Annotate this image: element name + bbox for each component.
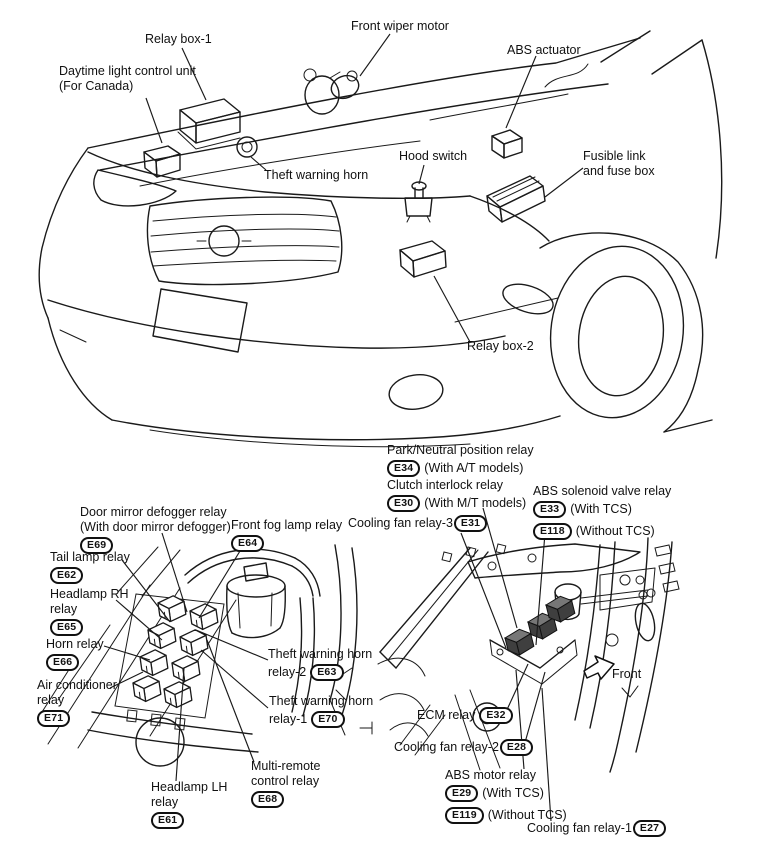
label-text: Theft warning horn — [264, 168, 369, 182]
label-front-wiper-motor — [351, 19, 449, 34]
connector-badge: E63 — [310, 664, 343, 681]
connector-badge: E29 — [445, 785, 478, 802]
label-abs-solenoid-valve-relay — [533, 484, 671, 540]
label-text: (Without TCS) — [575, 523, 655, 538]
label-text: ABS solenoid valve relay — [533, 484, 672, 498]
label-text: (With M/T models) — [424, 495, 527, 510]
connector-badge: E70 — [311, 711, 344, 728]
label-tail-lamp-relay — [50, 550, 130, 584]
label-fusible-link-fuse-box — [583, 149, 655, 179]
label-text: Headlamp LH — [151, 780, 228, 794]
label-text: Door mirror defogger relay — [80, 505, 227, 519]
label-front-direction — [612, 667, 641, 682]
connector-badge: E34 — [387, 460, 420, 477]
label-multi-remote-control-relay — [251, 759, 320, 808]
label-cooling-fan-relay-3 — [348, 515, 487, 532]
label-text: relay — [50, 601, 78, 616]
label-text: (With TCS) — [482, 785, 544, 800]
label-headlamp-lh-relay — [151, 780, 227, 829]
label-text: (With A/T models) — [424, 460, 524, 475]
front-direction-arrow-icon — [584, 656, 614, 679]
label-text: (For Canada) — [59, 78, 134, 93]
label-text: (Without TCS) — [487, 807, 567, 822]
label-relay-box-1 — [145, 32, 212, 47]
label-text: Cooling fan relay-3 — [348, 516, 453, 531]
label-text: Fusible link — [583, 149, 646, 163]
label-text: control relay — [251, 773, 320, 788]
label-daytime-light-control-unit — [59, 64, 196, 94]
label-text: Relay box-1 — [145, 32, 212, 46]
connector-badge: E62 — [50, 567, 83, 584]
connector-badge: E65 — [50, 619, 83, 636]
label-text: Cooling fan relay-2 — [394, 740, 499, 755]
label-text: (With door mirror defogger) — [80, 519, 231, 534]
label-hood-switch — [399, 149, 467, 164]
label-door-mirror-defogger-relay — [80, 505, 231, 554]
connector-badge: E28 — [500, 739, 533, 756]
label-text: ECM relay — [417, 708, 476, 723]
label-text: relay-2 — [268, 664, 307, 679]
connector-badge: E119 — [445, 807, 484, 824]
label-text: relay — [151, 794, 179, 809]
connector-badge: E68 — [251, 791, 284, 808]
label-front-fog-lamp-relay — [231, 518, 342, 552]
label-text: Front — [612, 667, 642, 681]
label-text: Park/Neutral position relay — [387, 443, 534, 457]
label-text: Clutch interlock relay — [387, 477, 504, 492]
label-text: Relay box-2 — [467, 339, 534, 353]
label-ecm-relay — [417, 707, 513, 724]
label-cooling-fan-relay-1 — [527, 820, 666, 837]
label-headlamp-rh-relay — [50, 587, 129, 636]
label-abs-motor-relay — [445, 768, 567, 824]
connector-badge: E32 — [479, 707, 512, 724]
connector-badge: E69 — [80, 537, 113, 554]
label-text: relay-1 — [269, 711, 308, 726]
label-theft-warning-horn — [264, 168, 368, 183]
label-text: and fuse box — [583, 163, 655, 178]
connector-badge: E33 — [533, 501, 566, 518]
label-text: ABS motor relay — [445, 768, 537, 782]
label-text: Headlamp RH — [50, 587, 129, 601]
label-text: Cooling fan relay-1 — [527, 821, 632, 836]
label-text: Front fog lamp relay — [231, 518, 343, 532]
label-park-neutral-clutch-relays — [387, 443, 534, 512]
label-text: Horn relay — [46, 637, 104, 651]
label-text: Theft warning horn — [269, 694, 374, 708]
label-horn-relay — [46, 637, 104, 671]
connector-badge: E27 — [633, 820, 666, 837]
connector-badge: E31 — [454, 515, 487, 532]
label-text: Daytime light control unit — [59, 64, 196, 78]
label-relay-box-2 — [467, 339, 534, 354]
label-abs-actuator — [507, 43, 581, 58]
label-text: relay — [37, 692, 65, 707]
label-text: Theft warning horn — [268, 647, 373, 661]
label-theft-warning-horn-relay-2 — [268, 647, 372, 681]
label-cooling-fan-relay-2 — [394, 739, 533, 756]
label-text: Front wiper motor — [351, 19, 449, 33]
connector-badge: E30 — [387, 495, 420, 512]
label-text: ABS actuator — [507, 43, 581, 57]
label-text: Air conditioner — [37, 678, 117, 692]
label-text: (With TCS) — [570, 501, 632, 516]
label-text: Tail lamp relay — [50, 550, 130, 564]
connector-badge: E71 — [37, 710, 70, 727]
label-theft-warning-horn-relay-1 — [269, 694, 373, 728]
label-text: Hood switch — [399, 149, 468, 163]
label-air-conditioner-relay — [37, 678, 117, 727]
label-text: Multi-remote — [251, 759, 321, 773]
connector-badge: E64 — [231, 535, 264, 552]
connector-badge: E61 — [151, 812, 184, 829]
connector-badge: E66 — [46, 654, 79, 671]
connector-badge: E118 — [533, 523, 572, 540]
